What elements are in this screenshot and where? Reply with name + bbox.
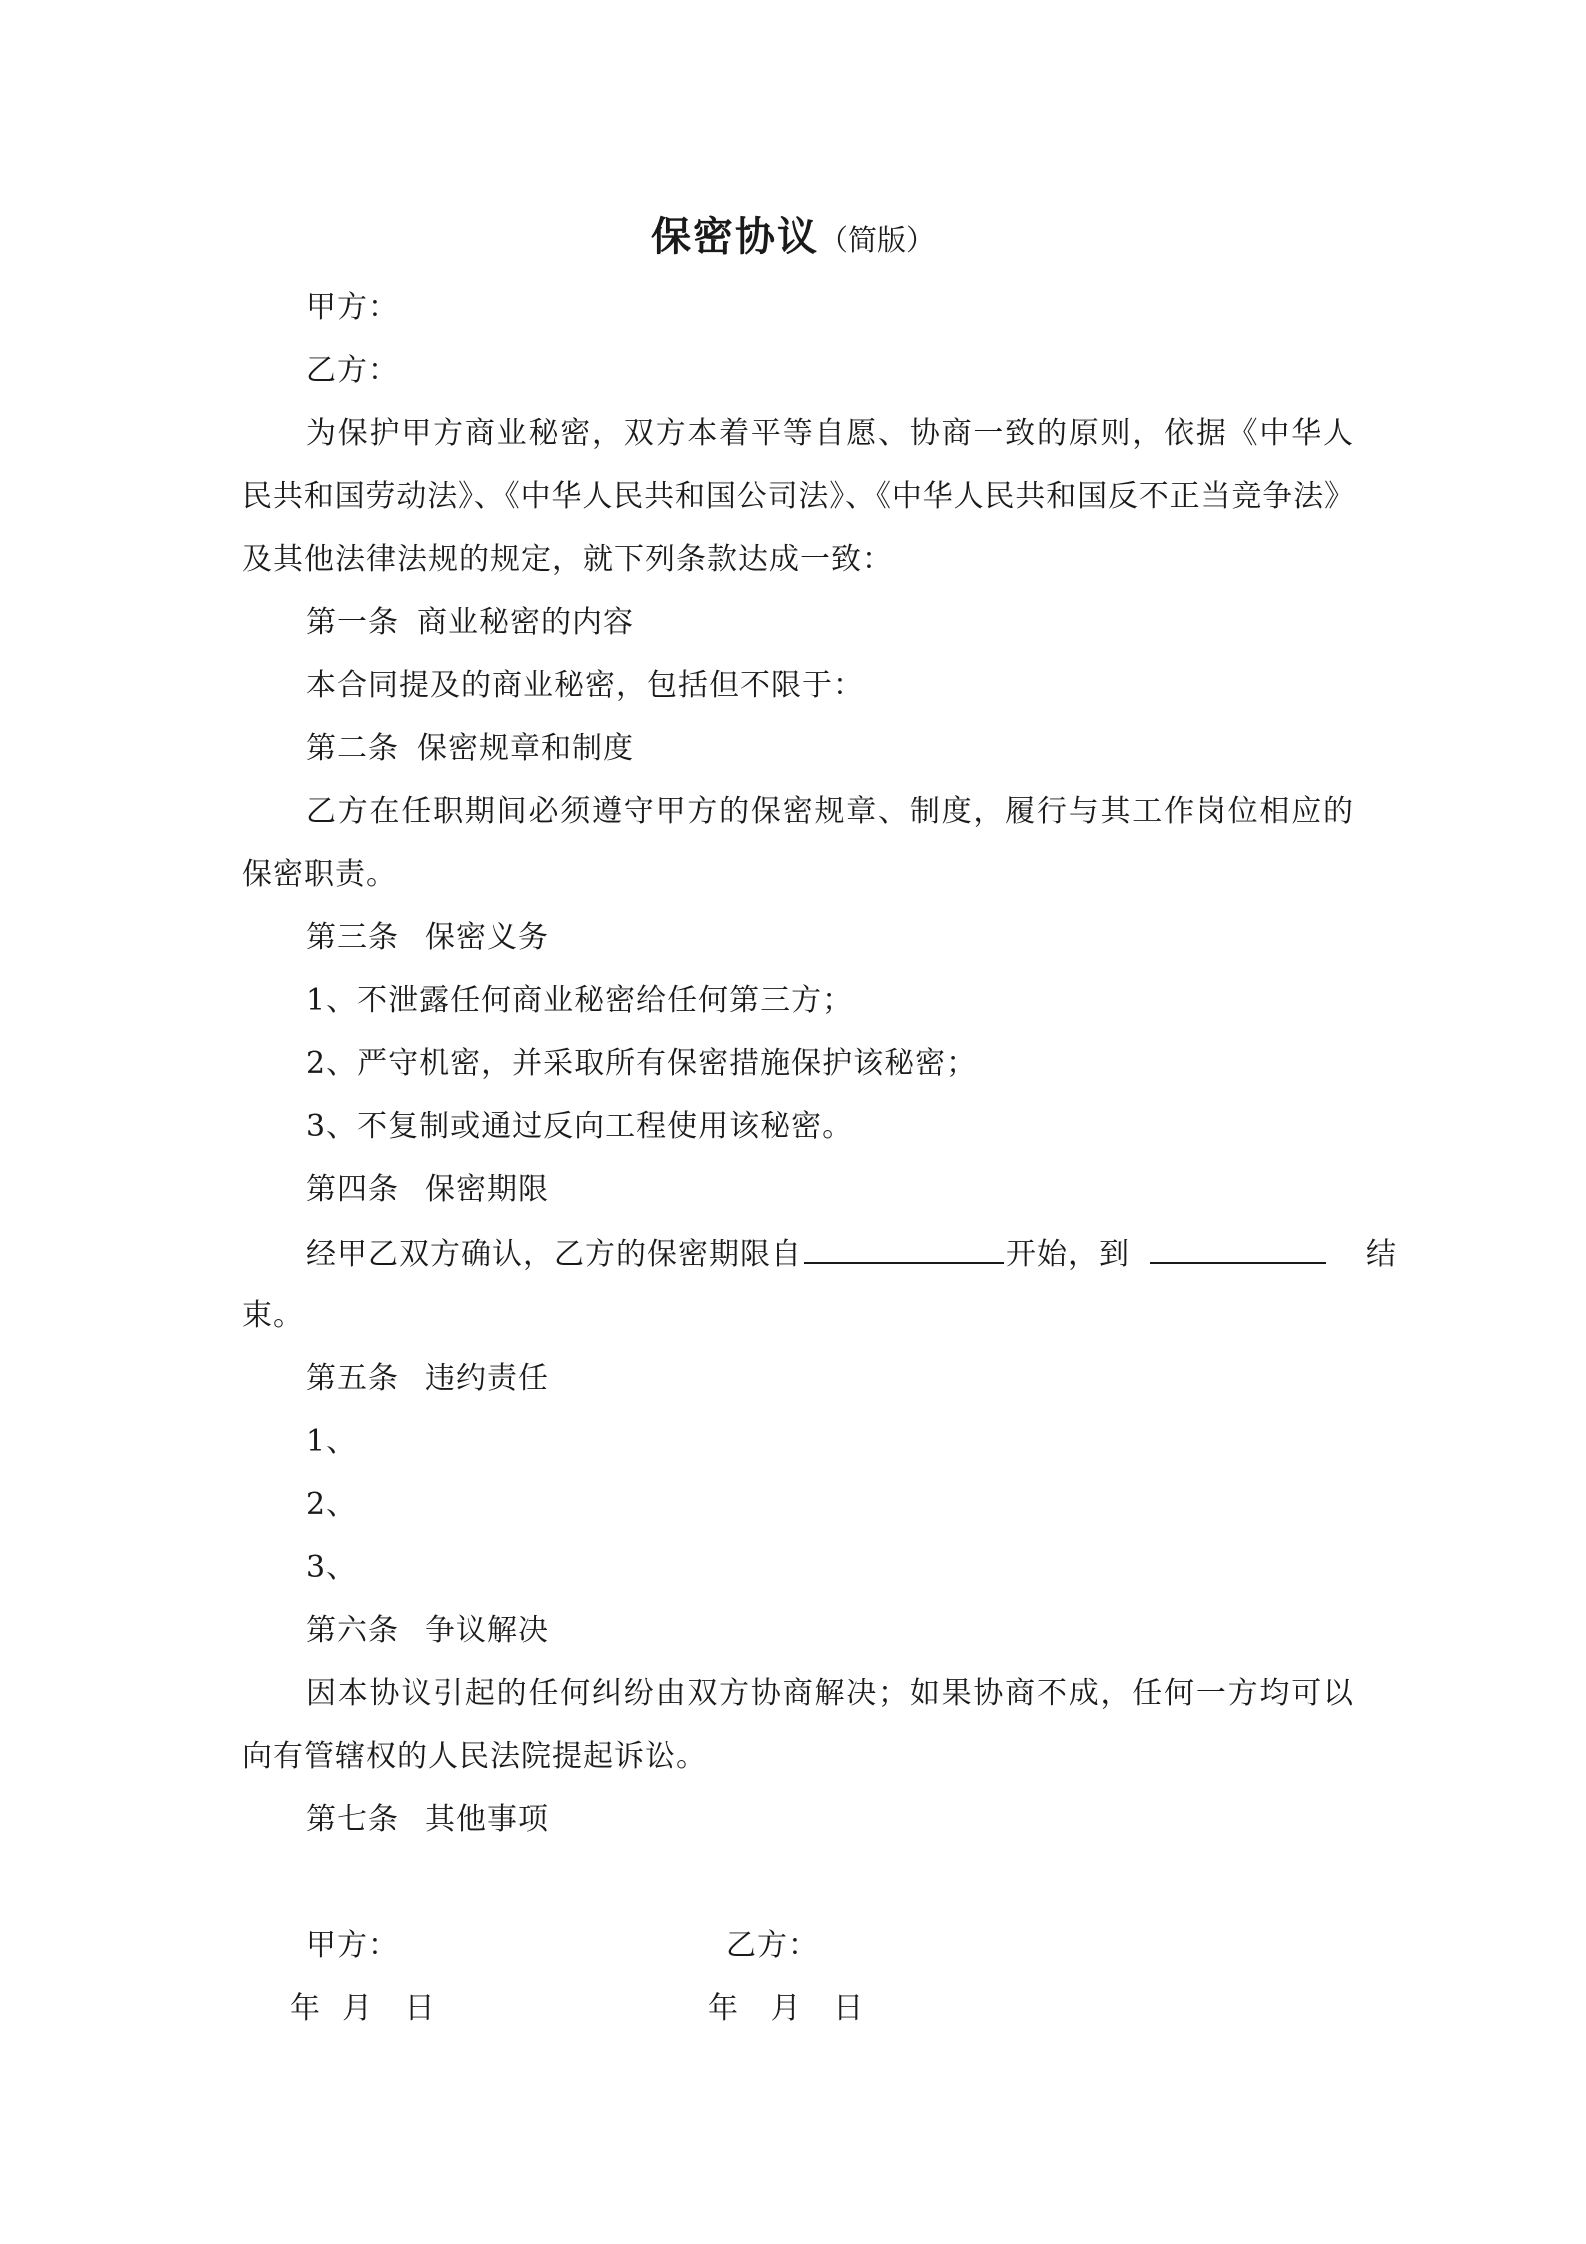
article-3-item-2: 2、严守机密，并采取所有保密措施保护该秘密； (306, 1046, 978, 1081)
article-6-body-line-1: 因本协议引起的任何纠纷由双方协商解决；如果协商不成，任何一方均可以 (306, 1676, 1354, 1711)
party-b-label: 乙方： (306, 353, 399, 388)
preamble-line-3: 及其他法律法规的规定，就下列条款达成一致： (242, 542, 893, 577)
article-4-title: 保密期限 (425, 1172, 549, 1207)
article-5-heading (306, 1358, 549, 1400)
article-4-text-before: 经甲乙双方确认，乙方的保密期限自 (306, 1237, 802, 1272)
article-5-title: 违约责任 (425, 1361, 549, 1396)
article-2-heading (306, 728, 634, 770)
article-5-item-1: 1、 (306, 1424, 358, 1459)
article-2-body-line-1: 乙方在任职期间必须遵守甲方的保密规章、制度，履行与其工作岗位相应的 (306, 794, 1354, 829)
preamble-line-2: 民共和国劳动法》、《中华人民共和国公司法》、《中华人民共和国反不正当竞争法》 (242, 479, 1354, 514)
article-3-item-3: 3、不复制或通过反向工程使用该秘密。 (306, 1109, 854, 1144)
article-2-title: 保密规章和制度 (417, 731, 634, 766)
article-6-body-line-2: 向有管辖权的人民法院提起诉讼。 (242, 1739, 707, 1774)
article-5-item-2: 2、 (306, 1487, 358, 1522)
party-a-label: 甲方： (306, 290, 399, 325)
article-4-heading (306, 1169, 549, 1211)
article-4-text-middle: 开始，到 (1006, 1237, 1130, 1272)
article-3-title: 保密义务 (425, 920, 549, 955)
article-7-heading (306, 1799, 549, 1841)
article-5-number: 第五条 (306, 1361, 399, 1396)
article-6-heading (306, 1610, 549, 1652)
article-7-title: 其他事项 (425, 1802, 549, 1837)
preamble-line-1: 为保护甲方商业秘密，双方本着平等自愿、协商一致的原则，依据《中华人 (306, 416, 1354, 451)
start-date-blank[interactable] (804, 1232, 1004, 1264)
article-4-text-end: 结 (1366, 1237, 1397, 1272)
article-5-item-3: 3、 (306, 1550, 358, 1585)
article-4-text-wrap: 束。 (242, 1298, 304, 1333)
article-1-heading (306, 602, 634, 644)
signature-date-b: 年 月 日 (708, 1991, 865, 2026)
article-4-term-line (306, 1232, 1397, 1276)
article-4-number: 第四条 (306, 1172, 399, 1207)
article-6-number: 第六条 (306, 1613, 399, 1648)
article-1-number: 第一条 (306, 605, 399, 640)
article-3-heading (306, 917, 549, 959)
title-subtitle: （简版） (818, 223, 935, 257)
title-main: 保密协议 (650, 213, 819, 260)
end-date-blank[interactable] (1150, 1232, 1326, 1264)
article-3-number: 第三条 (306, 920, 399, 955)
article-3-item-1: 1、不泄露任何商业秘密给任何第三方； (306, 983, 854, 1018)
article-7-number: 第七条 (306, 1802, 399, 1837)
article-1-title: 商业秘密的内容 (417, 605, 634, 640)
article-2-body-line-2: 保密职责。 (242, 857, 397, 892)
article-1-body: 本合同提及的商业秘密，包括但不限于： (306, 668, 864, 703)
article-2-number: 第二条 (306, 731, 399, 766)
signature-party-b: 乙方： (726, 1928, 819, 1963)
signature-party-a: 甲方： (306, 1928, 399, 1963)
article-6-title: 争议解决 (425, 1613, 549, 1648)
document-title (0, 205, 1586, 262)
signature-date-a: 年 月 日 (290, 1991, 436, 2026)
